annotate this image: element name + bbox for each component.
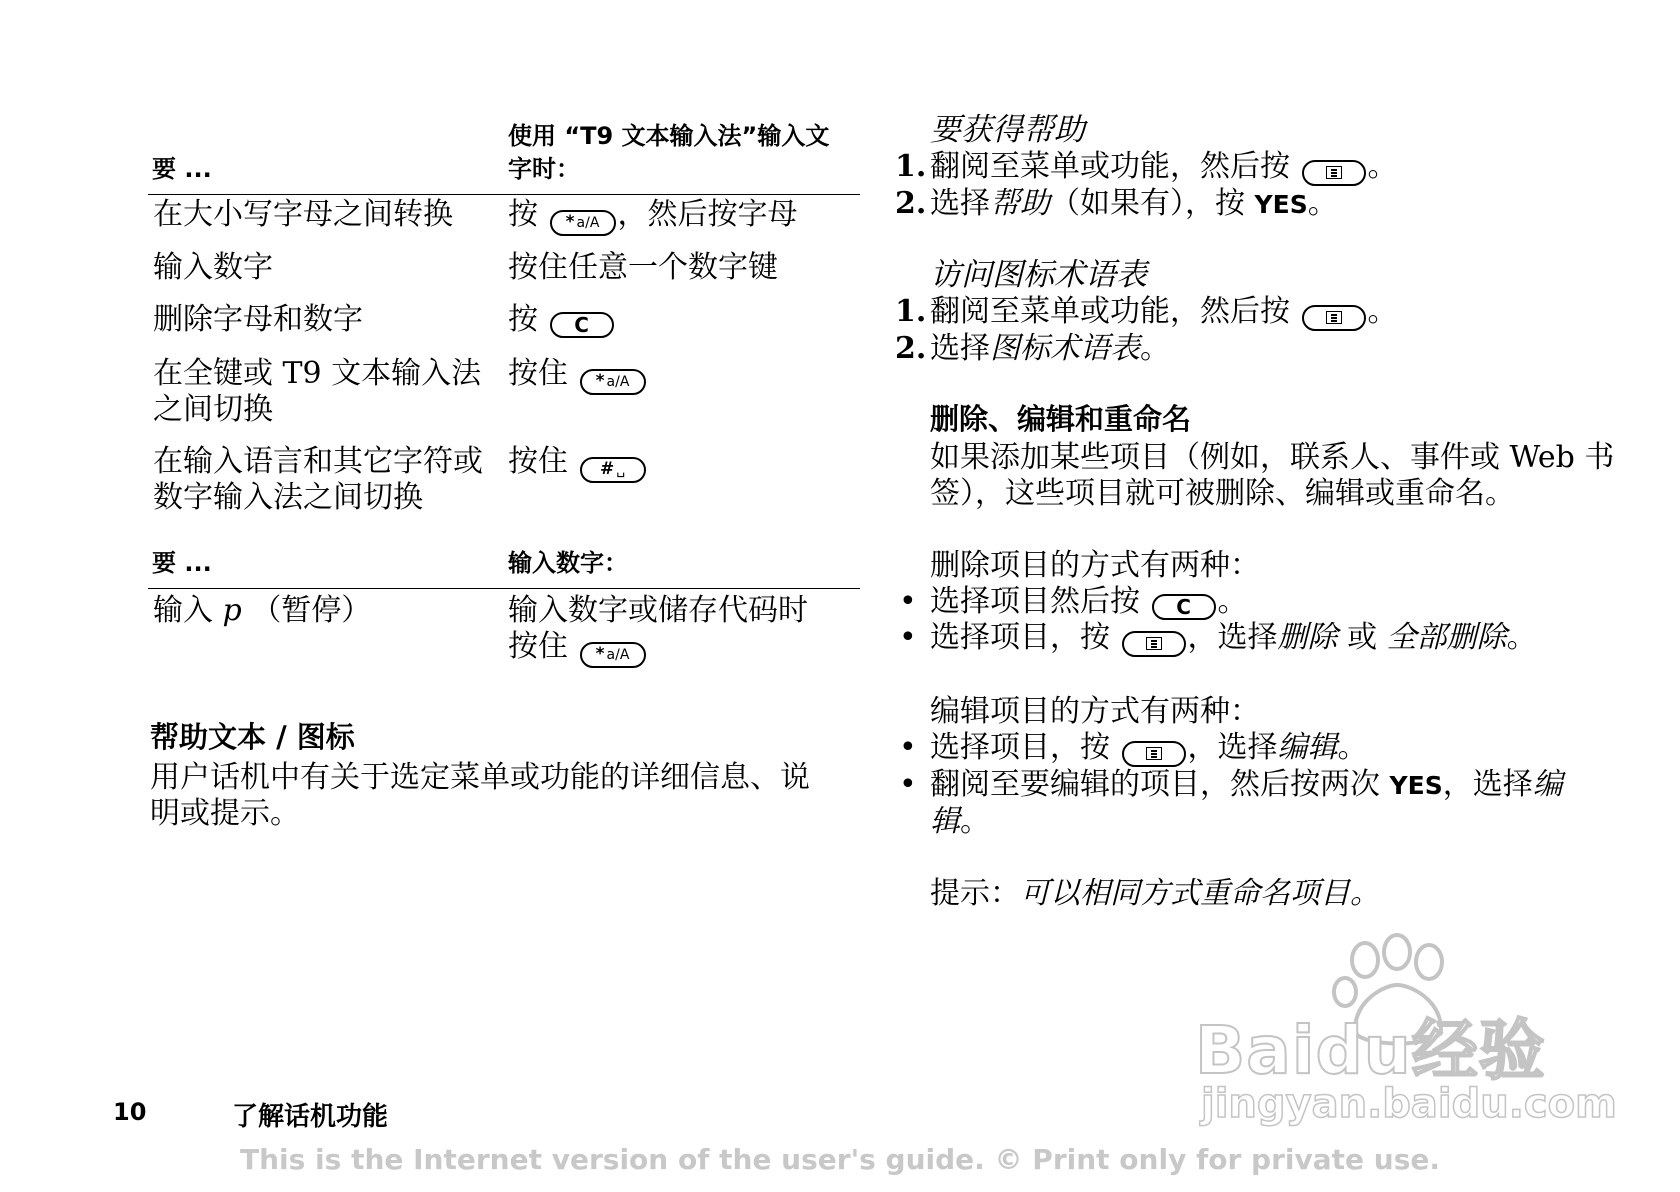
step-text: ，选择 bbox=[1442, 766, 1533, 802]
star-key-icon: * a/A bbox=[550, 210, 616, 236]
text-entry-table bbox=[148, 118, 860, 515]
header-col1: 要 ... bbox=[152, 155, 212, 183]
instruction-text: ，然后按字母 bbox=[617, 197, 798, 232]
step-text: ，选择 bbox=[1187, 730, 1278, 765]
step-text: （如果有），按 bbox=[1050, 185, 1245, 221]
step-text: 。 bbox=[1140, 330, 1170, 366]
edit-methods bbox=[895, 730, 1635, 840]
step-text: 选择项目，按 bbox=[930, 730, 1110, 765]
list-item: • 选择项目然后按 C 。 bbox=[899, 584, 1248, 619]
row-instruction: 按住任意一个数字键 bbox=[508, 250, 778, 285]
menu-key-icon bbox=[1122, 741, 1186, 767]
row-action: 在全键或 T9 文本输入法之间切换 bbox=[153, 356, 482, 427]
pause-variable: p bbox=[222, 593, 242, 628]
chapter-title: 了解话机功能 bbox=[232, 1102, 389, 1132]
list-item: • 翻阅至要编辑的项目，然后按两次 YES，选择编辑。 bbox=[899, 766, 1563, 839]
tip-label: 提示： bbox=[930, 876, 1020, 911]
menu-key-icon bbox=[1302, 160, 1366, 186]
list-item: • 选择项目，按 ，选择编辑。 bbox=[899, 730, 1368, 765]
get-help-title: 要获得帮助 bbox=[930, 112, 1085, 148]
list-item: • 选择项目，按 ，选择删除 或 全部删除。 bbox=[899, 620, 1537, 655]
page-number: 10 bbox=[113, 1098, 147, 1126]
row-action: 输入数字 bbox=[153, 250, 273, 285]
menu-option: 编辑 bbox=[1277, 730, 1338, 765]
row-action: 在输入语言和其它字符或数字输入法之间切换 bbox=[153, 444, 483, 515]
menu-option: 图标术语表 bbox=[990, 330, 1140, 366]
help-section-body: 用户话机中有关于选定菜单或功能的详细信息、说明或提示。 bbox=[150, 760, 810, 831]
icon-glossary-steps bbox=[895, 294, 1635, 367]
yes-key-label: YES bbox=[1389, 770, 1443, 800]
row-instruction bbox=[508, 197, 858, 236]
icon-glossary-title: 访问图标术语表 bbox=[930, 257, 1147, 293]
table-header bbox=[148, 540, 860, 589]
menu-option: 删除 bbox=[1277, 620, 1338, 655]
hash-key-icon: # ␣ bbox=[580, 457, 646, 483]
menu-option: 全部删除 bbox=[1386, 620, 1507, 655]
action-text: （暂停） bbox=[251, 593, 372, 628]
instruction-text: 按住 bbox=[508, 629, 568, 664]
step-text: ，选择 bbox=[1187, 620, 1278, 655]
menu-key-icon bbox=[1122, 631, 1186, 657]
delete-edit-title: 删除、编辑和重命名 bbox=[930, 402, 1192, 436]
step-text: 翻阅至要编辑的项目，然后按两次 bbox=[930, 766, 1380, 802]
step-text: 。 bbox=[1307, 185, 1338, 221]
step-text: 选择 bbox=[930, 330, 990, 366]
row-instruction bbox=[508, 356, 858, 395]
copyright-notice: This is the Internet version of the user's guide. © Print only for private use. bbox=[240, 1143, 1440, 1176]
watermark-url: jingyan.baidu.com bbox=[1201, 1081, 1617, 1127]
edit-intro: 编辑项目的方式有两种： bbox=[930, 694, 1260, 729]
star-key-icon: * a/A bbox=[580, 642, 646, 668]
list-item: 1. 翻阅至菜单或功能，然后按 。 bbox=[895, 294, 1398, 329]
get-help-steps bbox=[895, 149, 1635, 223]
step-text: 。 bbox=[1506, 620, 1537, 655]
row-instruction bbox=[508, 593, 858, 668]
step-text: 。 bbox=[1367, 294, 1398, 329]
number-entry-table bbox=[148, 540, 860, 664]
menu-key-icon bbox=[1302, 305, 1366, 331]
tip-text: 可以相同方式重命名项目。 bbox=[1020, 876, 1380, 911]
yes-key-label: YES bbox=[1254, 189, 1308, 219]
instruction-text: 按 bbox=[508, 197, 538, 232]
step-text: 选择项目然后按 bbox=[930, 584, 1140, 619]
table-header bbox=[148, 118, 860, 195]
menu-option: 帮助 bbox=[990, 185, 1050, 221]
action-text: 输入 bbox=[153, 593, 213, 628]
list-item: 2. 选择帮助（如果有），按 YES。 bbox=[895, 185, 1338, 221]
menu-option: 编辑 bbox=[930, 766, 1563, 839]
step-text: 或 bbox=[1347, 620, 1378, 655]
tip bbox=[930, 876, 1380, 912]
header-col2: 使用 “T9 文本输入法”输入文字时： bbox=[508, 122, 830, 183]
clear-key-icon: C bbox=[550, 312, 614, 338]
list-item: 2. 选择图标术语表。 bbox=[895, 330, 1170, 366]
row-action: 在大小写字母之间转换 bbox=[153, 197, 453, 232]
row-action bbox=[153, 593, 498, 629]
row-instruction bbox=[508, 444, 858, 483]
step-text: 。 bbox=[1367, 149, 1398, 184]
delete-methods bbox=[895, 584, 1635, 657]
list-item: 1. 翻阅至菜单或功能，然后按 。 bbox=[895, 149, 1398, 184]
step-text: 选择项目，按 bbox=[930, 620, 1110, 655]
instruction-text: 按住 bbox=[508, 356, 568, 391]
row-instruction bbox=[508, 302, 858, 338]
help-section-title: 帮助文本 / 图标 bbox=[150, 720, 355, 754]
instruction-text: 按住 bbox=[508, 444, 568, 479]
baidu-watermark bbox=[1195, 945, 1617, 1135]
header-col2: 输入数字： bbox=[508, 549, 628, 577]
step-text: 翻阅至菜单或功能，然后按 bbox=[930, 149, 1290, 184]
step-text: 。 bbox=[1217, 584, 1248, 619]
star-key-icon: * a/A bbox=[580, 369, 646, 395]
instruction-text: 输入数字或储存代码时 bbox=[508, 593, 808, 628]
step-text: 翻阅至菜单或功能，然后按 bbox=[930, 294, 1290, 329]
delete-intro: 删除项目的方式有两种： bbox=[930, 548, 1260, 583]
instruction-text: 按 bbox=[508, 302, 538, 337]
delete-edit-intro: 如果添加某些项目（例如，联系人、事件或 Web 书签），这些项目就可被删除、编辑或重命名。 bbox=[930, 440, 1615, 511]
header-col1: 要 ... bbox=[152, 549, 212, 577]
clear-key-icon: C bbox=[1152, 594, 1216, 620]
step-text: 。 bbox=[960, 803, 990, 839]
watermark-brand: Baidu经验 bbox=[1195, 1012, 1546, 1089]
row-action: 删除字母和数字 bbox=[153, 302, 363, 337]
step-text: 选择 bbox=[930, 185, 990, 221]
step-text: 。 bbox=[1337, 730, 1368, 765]
